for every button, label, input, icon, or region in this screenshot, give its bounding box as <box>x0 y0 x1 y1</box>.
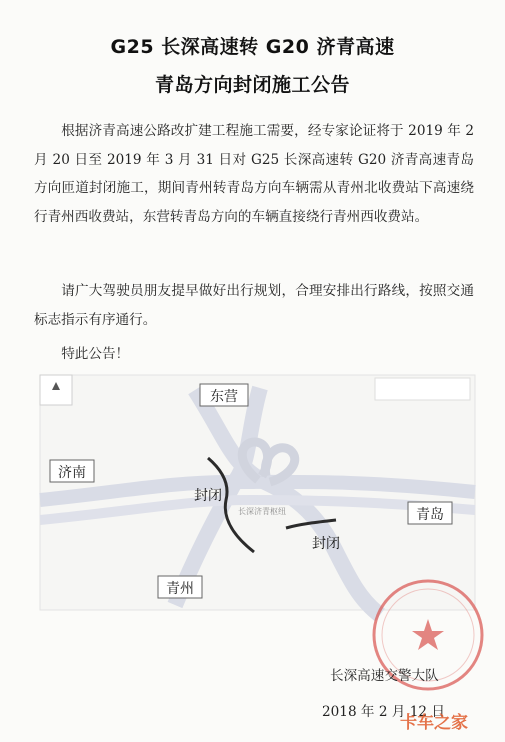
map-label-qingzhou: 青州 <box>166 581 194 597</box>
map-label-qingdao: 青岛 <box>416 507 444 523</box>
watermark-logo: 卡车之家 <box>400 713 468 733</box>
notice-paragraph-3: 特此公告！ <box>61 346 130 362</box>
closed-label-west: 封闭 <box>194 488 222 504</box>
seal-star-icon <box>412 619 444 650</box>
closed-label-east: 封闭 <box>312 536 340 552</box>
map-toolbar <box>375 378 470 400</box>
notice-title-line2: 青岛方向封闭施工公告 <box>154 74 350 96</box>
notice-date: 2018 年 2 月 12 日 <box>322 704 445 720</box>
notice-paragraph-1: 根据济青高速公路改扩建工程施工需要，经专家论证将于 2019 年 2 月 20 日至 2019 年 3 月 31 日对 G25 长深高速转 G20 济青高速青岛方向匝道封闭施工，期间青州转青岛方向车辆需从青州北收费站下高速绕行青州西收费站，东营转青岛方向的车辆直接绕行青州西收费站。 <box>34 123 474 225</box>
notice-title-line1: G25 长深高速转 G20 济青高速 <box>110 36 395 58</box>
map-label-jinan: 济南 <box>58 465 86 481</box>
map-label-dongying: 东营 <box>210 389 238 405</box>
notice-paragraph-2: 请广大驾驶员朋友提早做好出行规划，合理安排出行路线，按照交通标志指示有序通行。 <box>34 283 474 328</box>
interchange-name: 长深济青枢纽 <box>238 507 286 516</box>
notice-signature: 长深高速交警大队 <box>330 668 439 684</box>
